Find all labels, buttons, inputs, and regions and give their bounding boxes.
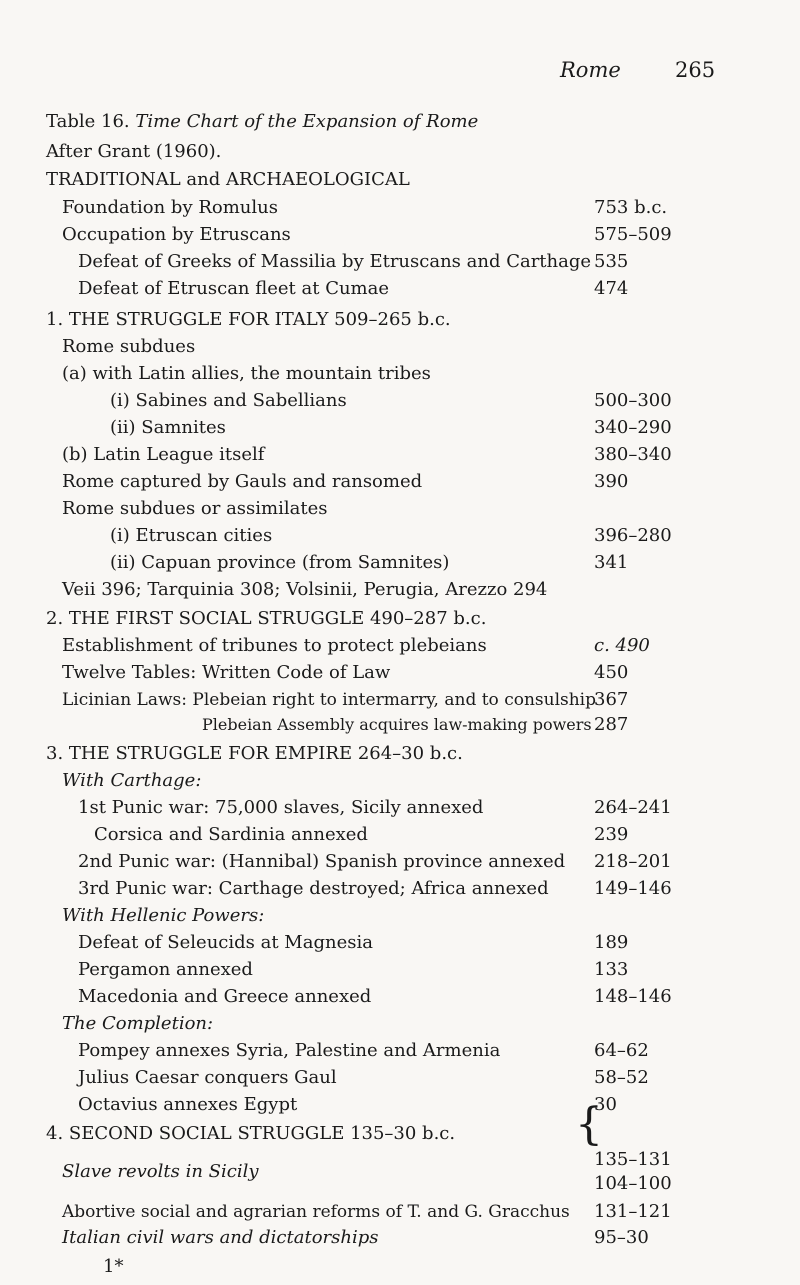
curly-brace-icon: { bbox=[575, 1099, 603, 1150]
row-text: 3rd Punic war: Carthage destroyed; Africa annexed bbox=[78, 878, 549, 899]
row-date: 474 bbox=[594, 278, 629, 299]
row-text: Corsica and Sardinia annexed bbox=[94, 824, 368, 845]
row-text: (ii) Samnites bbox=[110, 417, 226, 438]
row-text: Foundation by Romulus bbox=[62, 197, 278, 218]
row-text: Julius Caesar conquers Gaul bbox=[78, 1067, 337, 1088]
table-caption-prefix: Table 16. bbox=[46, 111, 130, 132]
table-source: After Grant (1960). bbox=[46, 141, 222, 162]
section-heading-traditional: TRADITIONAL and ARCHAEOLOGICAL bbox=[46, 169, 410, 190]
row-date: 133 bbox=[594, 959, 629, 980]
row-date: 218–201 bbox=[594, 851, 672, 872]
row-text: Pergamon annexed bbox=[78, 959, 253, 980]
row-date: 367 bbox=[594, 689, 629, 710]
row-text: (a) with Latin allies, the mountain tribes bbox=[62, 363, 431, 384]
row-date: c. 490 bbox=[594, 635, 650, 656]
row-date: 131–121 bbox=[594, 1201, 672, 1222]
section-heading-3: 3. THE STRUGGLE FOR EMPIRE 264–30 b.c. bbox=[46, 743, 463, 764]
row-text: Macedonia and Greece annexed bbox=[78, 986, 372, 1007]
row-date: 30 bbox=[594, 1094, 617, 1115]
table-caption bbox=[46, 110, 478, 134]
row-date: 58–52 bbox=[594, 1067, 649, 1088]
row-text: Establishment of tribunes to protect plebeians bbox=[62, 635, 487, 656]
row-date: 189 bbox=[594, 932, 629, 953]
row-text: Twelve Tables: Written Code of Law bbox=[62, 662, 391, 683]
row-text: (b) Latin League itself bbox=[62, 444, 265, 465]
row-text: Rome captured by Gauls and ransomed bbox=[62, 471, 423, 492]
row-text: Octavius annexes Egypt bbox=[78, 1094, 298, 1115]
row-text: (ii) Capuan province (from Samnites) bbox=[110, 552, 450, 573]
subheading: With Hellenic Powers: bbox=[62, 905, 265, 926]
row-date: 753 b.c. bbox=[594, 197, 668, 218]
running-header-title: Rome bbox=[560, 58, 621, 82]
row-text: Defeat of Etruscan fleet at Cumae bbox=[78, 278, 390, 299]
row-text: (i) Etruscan cities bbox=[110, 525, 273, 546]
row-date: 95–30 bbox=[594, 1227, 649, 1248]
signature-mark: 1* bbox=[103, 1256, 124, 1277]
section-heading-2: 2. THE FIRST SOCIAL STRUGGLE 490–287 b.c. bbox=[46, 608, 487, 629]
row-date: 575–509 bbox=[594, 224, 672, 245]
row-text: 1st Punic war: 75,000 slaves, Sicily annexed bbox=[78, 797, 484, 818]
row-date: 149–146 bbox=[594, 878, 672, 899]
row-text: Plebeian Assembly acquires law-making powers bbox=[202, 715, 592, 734]
row-date: 450 bbox=[594, 662, 629, 683]
row-text: Licinian Laws: Plebeian right to intermarry, and to consulship bbox=[62, 690, 597, 710]
page-number: 265 bbox=[675, 58, 716, 82]
row-text: Defeat of Greeks of Massilia by Etruscans and Carthage bbox=[78, 251, 592, 272]
table-caption-title: Time Chart of the Expansion of Rome bbox=[135, 111, 479, 132]
row-date: 380–340 bbox=[594, 444, 672, 465]
row-text: Rome subdues bbox=[62, 336, 196, 357]
row-text: Veii 396; Tarquinia 308; Volsinii, Perugia, Arezzo 294 bbox=[62, 579, 548, 600]
row-text: Pompey annexes Syria, Palestine and Armenia bbox=[78, 1040, 501, 1061]
row-date: 500–300 bbox=[594, 390, 672, 411]
row-date: 535 bbox=[594, 251, 629, 272]
row-date: 390 bbox=[594, 471, 629, 492]
subheading: With Carthage: bbox=[62, 770, 202, 791]
row-date: 104–100 bbox=[594, 1173, 672, 1194]
row-text: Defeat of Seleucids at Magnesia bbox=[78, 932, 373, 953]
row-date: 264–241 bbox=[594, 797, 672, 818]
row-date: 396–280 bbox=[594, 525, 672, 546]
row-text: Italian civil wars and dictatorships bbox=[62, 1227, 379, 1248]
row-text: Occupation by Etruscans bbox=[62, 224, 291, 245]
row-date: 341 bbox=[594, 552, 629, 573]
section-heading-4: 4. SECOND SOCIAL STRUGGLE 135–30 b.c. bbox=[46, 1123, 456, 1144]
row-text: (i) Sabines and Sabellians bbox=[110, 390, 347, 411]
row-date: 148–146 bbox=[594, 986, 672, 1007]
row-text: Rome subdues or assimilates bbox=[62, 498, 328, 519]
section-heading-1: 1. THE STRUGGLE FOR ITALY 509–265 b.c. bbox=[46, 309, 451, 330]
row-date: 287 bbox=[594, 714, 629, 735]
row-date: 239 bbox=[594, 824, 629, 845]
row-date: 340–290 bbox=[594, 417, 672, 438]
row-date: 64–62 bbox=[594, 1040, 649, 1061]
row-text: Slave revolts in Sicily bbox=[62, 1161, 259, 1182]
row-text: 2nd Punic war: (Hannibal) Spanish province annexed bbox=[78, 851, 566, 872]
row-text: Abortive social and agrarian reforms of T. and G. Gracchus bbox=[62, 1202, 570, 1222]
row-date: 135–131 bbox=[594, 1149, 672, 1170]
subheading: The Completion: bbox=[62, 1013, 214, 1034]
